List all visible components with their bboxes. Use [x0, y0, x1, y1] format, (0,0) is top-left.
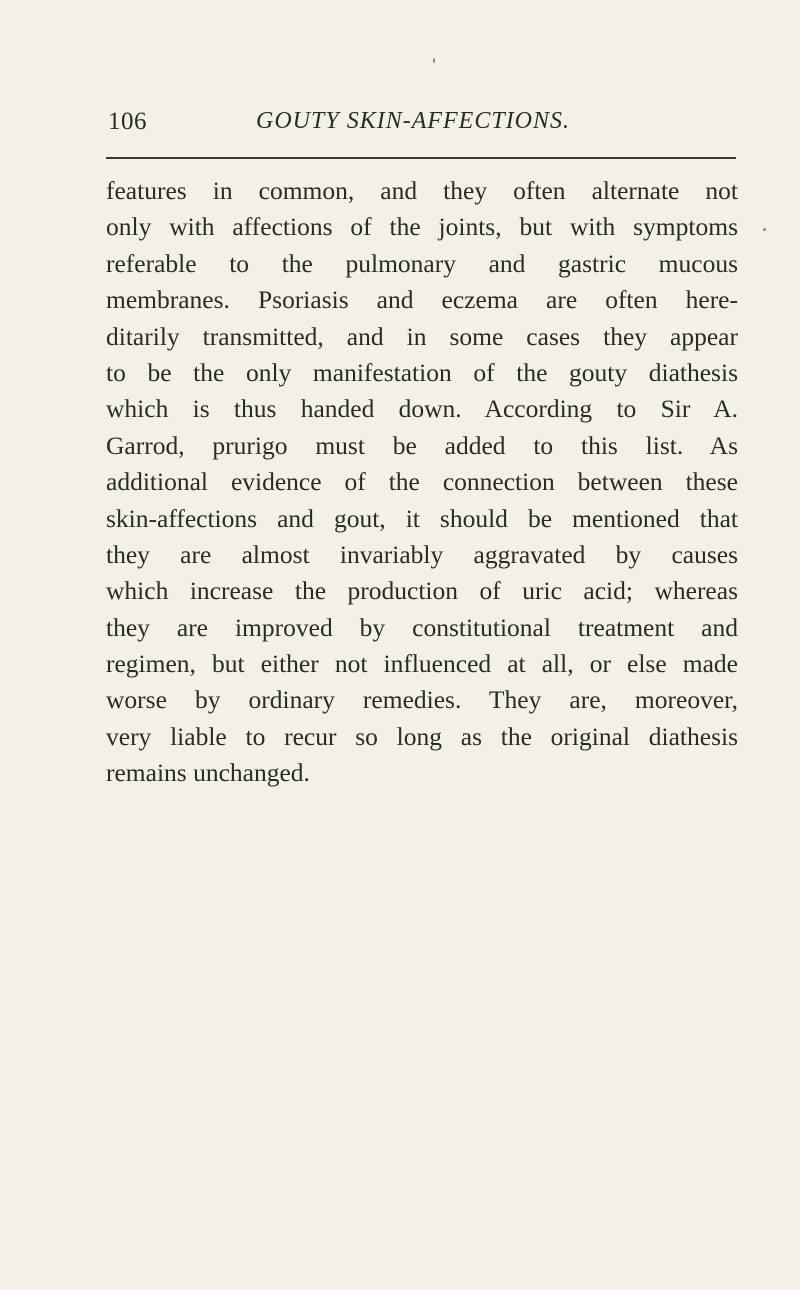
paper-speck — [763, 228, 766, 231]
paper-speck — [433, 58, 435, 63]
text-line: referable to the pulmonary and gastric mucous — [106, 248, 738, 278]
text-line: additional evidence of the connection between these — [106, 467, 738, 497]
text-line: to be the only manifestation of the gouty diathesis — [106, 357, 738, 387]
body-paragraph — [106, 173, 738, 792]
page-number: 106 — [108, 108, 147, 135]
text-line: features in common, and they often alternate not — [106, 176, 738, 205]
running-head — [108, 108, 736, 144]
text-line: which is thus handed down. According to Sir A. — [106, 394, 738, 424]
text-line: very liable to recur so long as the original diathesis — [106, 721, 738, 751]
text-line: ditarily transmitted, and in some cases they appear — [106, 321, 738, 351]
text-line: skin-affections and gout, it should be mentioned that — [106, 503, 738, 533]
text-line: membranes. Psoriasis and eczema are often here- — [106, 285, 738, 315]
text-line: remains unchanged. — [106, 758, 310, 788]
text-line: only with affections of the joints, but with symptoms — [106, 212, 738, 242]
text-line: they are almost invariably aggravated by causes — [106, 539, 738, 569]
running-title: GOUTY SKIN-AFFECTIONS. — [256, 108, 571, 134]
text-line: they are improved by constitutional treatment and — [106, 612, 738, 642]
text-line: which increase the production of uric acid; whereas — [106, 576, 738, 606]
header-rule — [106, 157, 736, 159]
text-line: worse by ordinary remedies. They are, moreover, — [106, 685, 738, 715]
text-line: Garrod, prurigo must be added to this list. As — [106, 430, 738, 460]
text-line: regimen, but either not influenced at all, or else made — [106, 649, 738, 679]
